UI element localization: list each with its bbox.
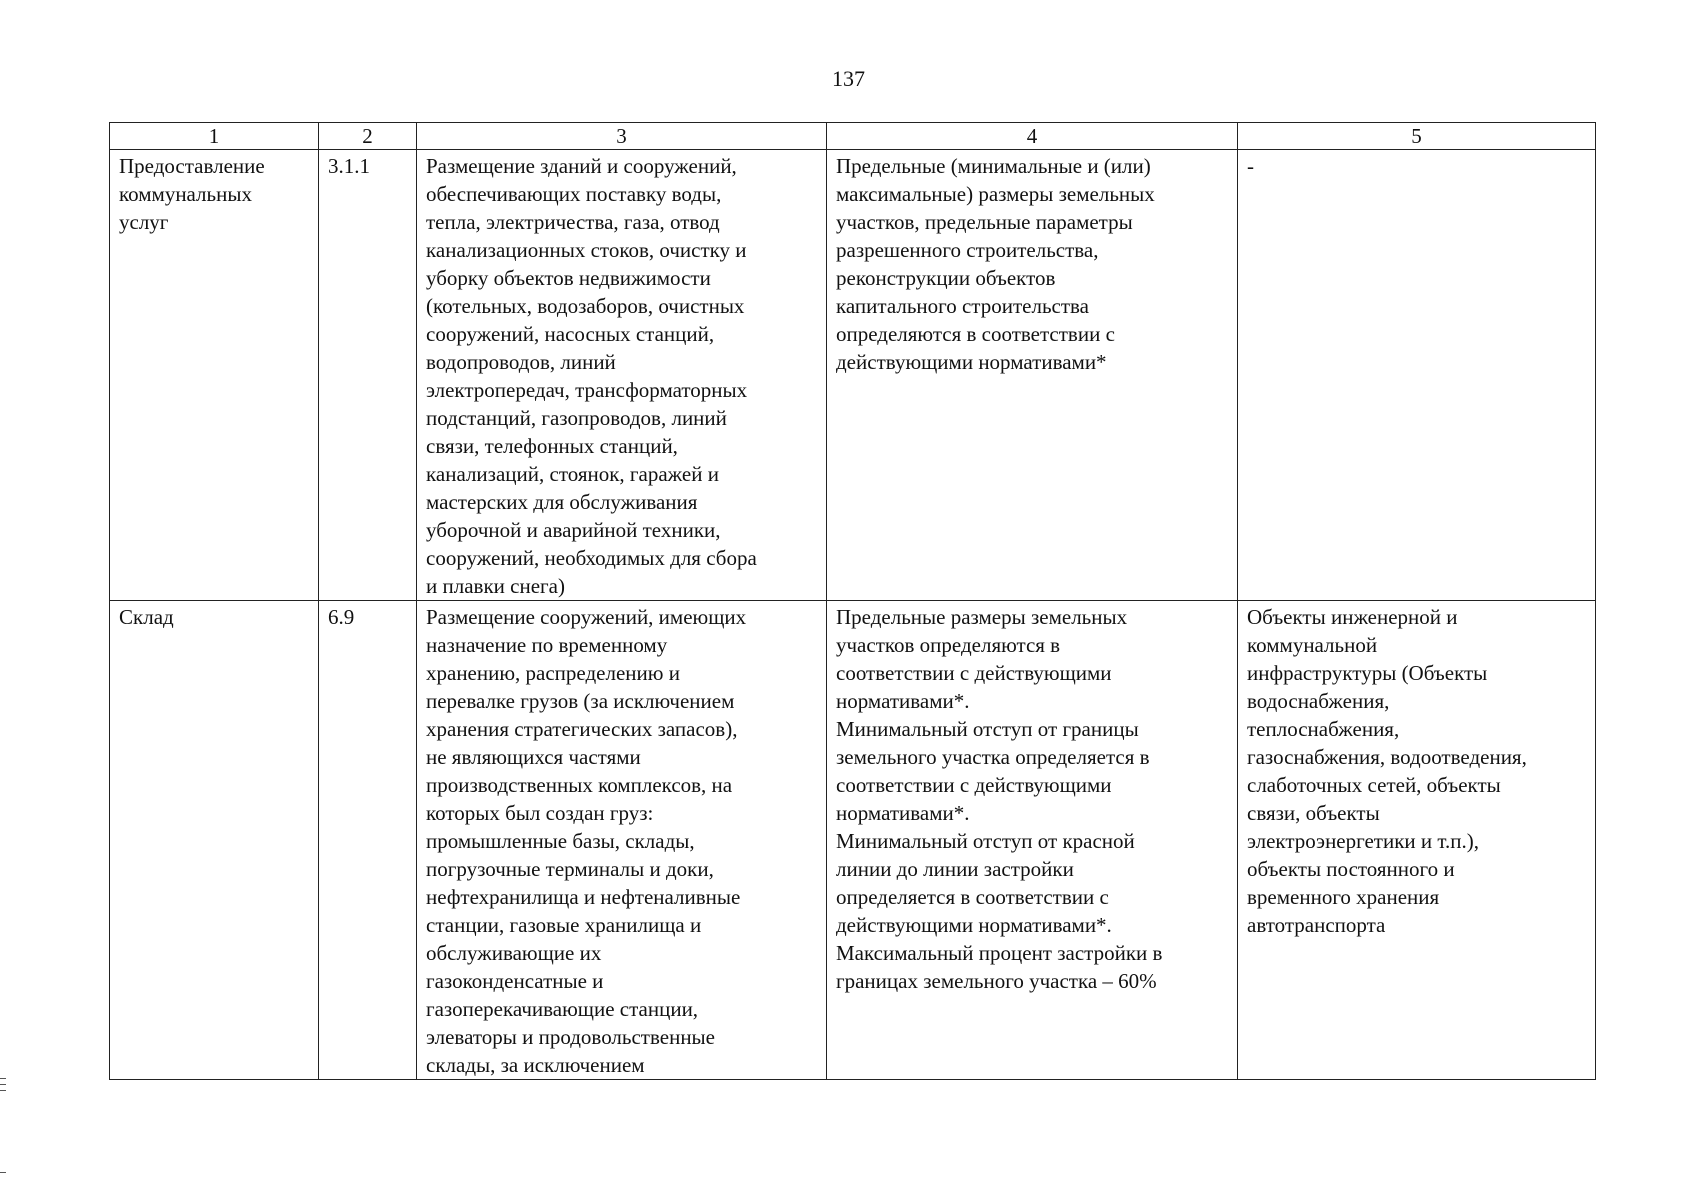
- use-code-cell: 3.1.1: [319, 150, 417, 601]
- column-header-4: 4: [827, 123, 1238, 150]
- column-header-3: 3: [417, 123, 827, 150]
- table-row: [110, 150, 1596, 601]
- land-use-table: [109, 122, 1596, 1080]
- column-header-5: 5: [1238, 123, 1596, 150]
- table-row: [110, 601, 1596, 1080]
- column-header-1: 1: [110, 123, 319, 150]
- use-parameters-cell: Предельные (минимальные и (или) максимальные) размеры земельных участков, предельные параметры разрешенного строительства, реконструкции объектов капитального строительства определяются в соответствии с действующими нормативами*: [827, 150, 1238, 601]
- scan-margin-mark: [0, 1078, 6, 1079]
- scan-margin-mark: [0, 1172, 6, 1173]
- use-description-cell: Размещение зданий и сооружений, обеспечивающих поставку воды, тепла, электричества, газа, отвод канализационных стоков, очистку и уборку объектов недвижимости (котельных, водозаборов, очистных сооружений, насосных станций, водопроводов, линий электропередач, трансформаторных подстанций, газопроводов, линий связи, телефонных станций, канализаций, стоянок, гаражей и мастерских для обслуживания уборочной и аварийной техники, сооружений, необходимых для сбора и плавки снега): [417, 150, 827, 601]
- use-code-cell: 6.9: [319, 601, 417, 1080]
- use-notes-cell: -: [1238, 150, 1596, 601]
- column-header-2: 2: [319, 123, 417, 150]
- scan-margin-mark: [0, 1090, 6, 1091]
- table-header-row: [110, 123, 1596, 150]
- use-parameters-cell: Предельные размеры земельных участков определяются в соответствии с действующими нормативами*. Минимальный отступ от границы земельного участка определяется в соответствии с действующими нормативами*. Минимальный отступ от красной линии до линии застройки определяется в соответствии с действующими нормативами*. Максимальный процент застройки в границах земельного участка – 60%: [827, 601, 1238, 1080]
- use-name-cell: Склад: [110, 601, 319, 1080]
- scan-margin-mark: [0, 1084, 6, 1085]
- use-notes-cell: Объекты инженерной и коммунальной инфраструктуры (Объекты водоснабжения, теплоснабжения, газоснабжения, водоотведения, слаботочных сетей, объекты связи, объекты электроэнергетики и т.п.), объекты постоянного и временного хранения автотранспорта: [1238, 601, 1596, 1080]
- use-name-cell: Предоставление коммунальных услуг: [110, 150, 319, 601]
- use-description-cell: Размещение сооружений, имеющих назначение по временному хранению, распределению и перевалке грузов (за исключением хранения стратегических запасов), не являющихся частями производственных комплексов, на которых был создан груз: промышленные базы, склады, погрузочные терминалы и доки, нефтехранилища и нефтеналивные станции, газовые хранилища и обслуживающие их газоконденсатные и газоперекачивающие станции, элеваторы и продовольственные склады, за исключением: [417, 601, 827, 1080]
- page-number: 137: [832, 66, 865, 91]
